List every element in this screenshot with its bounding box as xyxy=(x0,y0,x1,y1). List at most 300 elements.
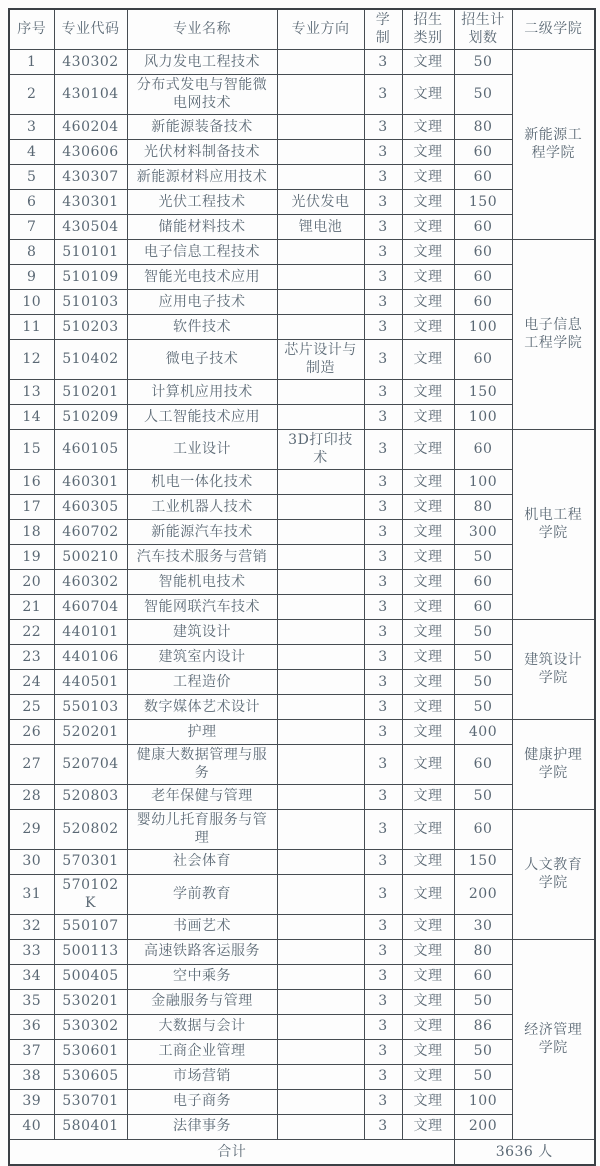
years-cell: 3 xyxy=(364,339,402,379)
years-cell: 3 xyxy=(364,404,402,429)
table-row xyxy=(9,1014,595,1039)
row-number-cell: 8 xyxy=(9,239,54,264)
years-cell: 3 xyxy=(364,594,402,619)
plan-count-cell: 300 xyxy=(454,519,512,544)
category-cell: 文理 xyxy=(402,719,454,744)
major-name-cell: 高速铁路客运服务 xyxy=(127,939,277,964)
years-cell: 3 xyxy=(364,469,402,494)
row-number-cell: 38 xyxy=(9,1064,54,1089)
col-header-code: 专业代码 xyxy=(54,9,127,49)
major-code-cell: 460305 xyxy=(54,494,127,519)
major-name-cell: 光伏材料制备技术 xyxy=(127,139,277,164)
category-cell: 文理 xyxy=(402,339,454,379)
table-row xyxy=(9,1114,595,1139)
table-row xyxy=(9,744,595,784)
table-row xyxy=(9,314,595,339)
row-number-cell: 35 xyxy=(9,989,54,1014)
plan-count-cell: 60 xyxy=(454,964,512,989)
years-cell: 3 xyxy=(364,544,402,569)
plan-count-cell: 50 xyxy=(454,544,512,569)
category-cell: 文理 xyxy=(402,849,454,874)
major-code-cell: 510109 xyxy=(54,264,127,289)
table-row xyxy=(9,914,595,939)
table-row xyxy=(9,469,595,494)
direction-cell xyxy=(277,1039,364,1064)
major-name-cell: 计算机应用技术 xyxy=(127,379,277,404)
major-code-cell: 500405 xyxy=(54,964,127,989)
major-code-cell: 500113 xyxy=(54,939,127,964)
direction-cell xyxy=(277,644,364,669)
category-cell: 文理 xyxy=(402,809,454,849)
major-code-cell: 510101 xyxy=(54,239,127,264)
col-header-plan-count: 招生计划数 xyxy=(454,9,512,49)
table-row xyxy=(9,644,595,669)
years-cell: 3 xyxy=(364,1114,402,1139)
plan-count-cell: 80 xyxy=(454,114,512,139)
major-code-cell: 530201 xyxy=(54,989,127,1014)
table-body xyxy=(9,49,595,1139)
row-number-cell: 26 xyxy=(9,719,54,744)
plan-count-cell: 30 xyxy=(454,914,512,939)
major-name-cell: 新能源汽车技术 xyxy=(127,519,277,544)
plan-count-cell: 400 xyxy=(454,719,512,744)
direction-cell xyxy=(277,1064,364,1089)
plan-count-cell: 60 xyxy=(454,239,512,264)
major-code-cell: 430504 xyxy=(54,214,127,239)
major-code-cell: 510209 xyxy=(54,404,127,429)
major-name-cell: 机电一体化技术 xyxy=(127,469,277,494)
plan-count-cell: 80 xyxy=(454,939,512,964)
category-cell: 文理 xyxy=(402,379,454,404)
table-row xyxy=(9,379,595,404)
plan-count-cell: 150 xyxy=(454,379,512,404)
table-row xyxy=(9,544,595,569)
major-name-cell: 工商企业管理 xyxy=(127,1039,277,1064)
direction-cell xyxy=(277,74,364,114)
table-row xyxy=(9,939,595,964)
category-cell: 文理 xyxy=(402,594,454,619)
table-row xyxy=(9,719,595,744)
major-name-cell: 分布式发电与智能微电网技术 xyxy=(127,74,277,114)
plan-count-cell: 50 xyxy=(454,74,512,114)
years-cell: 3 xyxy=(364,569,402,594)
major-code-cell: 530605 xyxy=(54,1064,127,1089)
table-row xyxy=(9,784,595,809)
category-cell: 文理 xyxy=(402,619,454,644)
col-header-category: 招生类别 xyxy=(402,9,454,49)
table-row xyxy=(9,339,595,379)
years-cell: 3 xyxy=(364,264,402,289)
direction-cell: 3D打印技术 xyxy=(277,429,364,469)
direction-cell xyxy=(277,1089,364,1114)
row-number-cell: 40 xyxy=(9,1114,54,1139)
years-cell: 3 xyxy=(364,809,402,849)
years-cell: 3 xyxy=(364,619,402,644)
years-cell: 3 xyxy=(364,644,402,669)
table-row xyxy=(9,809,595,849)
category-cell: 文理 xyxy=(402,784,454,809)
plan-count-cell: 50 xyxy=(454,669,512,694)
row-number-cell: 4 xyxy=(9,139,54,164)
major-name-cell: 护理 xyxy=(127,719,277,744)
major-code-cell: 580401 xyxy=(54,1114,127,1139)
direction-cell xyxy=(277,669,364,694)
plan-count-cell: 100 xyxy=(454,469,512,494)
table-row xyxy=(9,189,595,214)
row-number-cell: 25 xyxy=(9,694,54,719)
table-row xyxy=(9,519,595,544)
table-row xyxy=(9,989,595,1014)
table-row xyxy=(9,239,595,264)
major-name-cell: 微电子技术 xyxy=(127,339,277,379)
category-cell: 文理 xyxy=(402,114,454,139)
table-row xyxy=(9,74,595,114)
direction-cell xyxy=(277,619,364,644)
direction-cell xyxy=(277,849,364,874)
plan-count-cell: 60 xyxy=(454,214,512,239)
col-header-serial: 序号 xyxy=(9,9,54,49)
direction-cell xyxy=(277,114,364,139)
years-cell: 3 xyxy=(364,914,402,939)
row-number-cell: 20 xyxy=(9,569,54,594)
row-number-cell: 28 xyxy=(9,784,54,809)
major-code-cell: 520802 xyxy=(54,809,127,849)
major-code-cell: 460702 xyxy=(54,519,127,544)
major-name-cell: 市场营销 xyxy=(127,1064,277,1089)
major-name-cell: 电子信息工程技术 xyxy=(127,239,277,264)
table-row xyxy=(9,1089,595,1114)
major-name-cell: 法律事务 xyxy=(127,1114,277,1139)
category-cell: 文理 xyxy=(402,964,454,989)
plan-count-cell: 80 xyxy=(454,494,512,519)
major-name-cell: 工业设计 xyxy=(127,429,277,469)
plan-count-cell: 50 xyxy=(454,644,512,669)
years-cell: 3 xyxy=(364,784,402,809)
years-cell: 3 xyxy=(364,519,402,544)
category-cell: 文理 xyxy=(402,239,454,264)
table-header xyxy=(9,9,595,49)
plan-count-cell: 50 xyxy=(454,1039,512,1064)
plan-count-cell: 60 xyxy=(454,809,512,849)
category-cell: 文理 xyxy=(402,74,454,114)
major-code-cell: 530601 xyxy=(54,1039,127,1064)
college-cell: 经济管理学院 xyxy=(512,939,595,1139)
major-code-cell: 510103 xyxy=(54,289,127,314)
row-number-cell: 5 xyxy=(9,164,54,189)
plan-count-cell: 150 xyxy=(454,189,512,214)
table-row xyxy=(9,619,595,644)
plan-count-cell: 200 xyxy=(454,874,512,914)
category-cell: 文理 xyxy=(402,469,454,494)
major-code-cell: 510201 xyxy=(54,379,127,404)
plan-count-cell: 50 xyxy=(454,49,512,74)
major-code-cell: 460704 xyxy=(54,594,127,619)
years-cell: 3 xyxy=(364,939,402,964)
category-cell: 文理 xyxy=(402,669,454,694)
category-cell: 文理 xyxy=(402,694,454,719)
col-header-college: 二级学院 xyxy=(512,9,595,49)
major-name-cell: 电子商务 xyxy=(127,1089,277,1114)
row-number-cell: 39 xyxy=(9,1089,54,1114)
table-row xyxy=(9,114,595,139)
years-cell: 3 xyxy=(364,164,402,189)
category-cell: 文理 xyxy=(402,744,454,784)
major-code-cell: 500210 xyxy=(54,544,127,569)
category-cell: 文理 xyxy=(402,264,454,289)
major-code-cell: 550103 xyxy=(54,694,127,719)
row-number-cell: 23 xyxy=(9,644,54,669)
col-header-major: 专业名称 xyxy=(127,9,277,49)
table-row xyxy=(9,964,595,989)
row-number-cell: 1 xyxy=(9,49,54,74)
years-cell: 3 xyxy=(364,379,402,404)
major-name-cell: 智能光电技术应用 xyxy=(127,264,277,289)
direction-cell xyxy=(277,989,364,1014)
row-number-cell: 29 xyxy=(9,809,54,849)
row-number-cell: 31 xyxy=(9,874,54,914)
college-cell: 人文教育学院 xyxy=(512,809,595,939)
major-name-cell: 建筑室内设计 xyxy=(127,644,277,669)
table-row xyxy=(9,669,595,694)
years-cell: 3 xyxy=(364,744,402,784)
years-cell: 3 xyxy=(364,49,402,74)
row-number-cell: 14 xyxy=(9,404,54,429)
direction-cell xyxy=(277,469,364,494)
category-cell: 文理 xyxy=(402,874,454,914)
row-number-cell: 11 xyxy=(9,314,54,339)
table-row xyxy=(9,874,595,914)
major-name-cell: 婴幼儿托育服务与管理 xyxy=(127,809,277,849)
category-cell: 文理 xyxy=(402,544,454,569)
major-name-cell: 应用电子技术 xyxy=(127,289,277,314)
row-number-cell: 37 xyxy=(9,1039,54,1064)
years-cell: 3 xyxy=(364,694,402,719)
direction-cell xyxy=(277,264,364,289)
category-cell: 文理 xyxy=(402,289,454,314)
direction-cell xyxy=(277,874,364,914)
college-cell: 新能源工程学院 xyxy=(512,49,595,239)
direction-cell xyxy=(277,569,364,594)
table-row xyxy=(9,404,595,429)
total-value-cell: 3636 人 xyxy=(454,1139,595,1165)
col-header-years: 学制 xyxy=(364,9,402,49)
direction-cell xyxy=(277,939,364,964)
years-cell: 3 xyxy=(364,849,402,874)
category-cell: 文理 xyxy=(402,519,454,544)
row-number-cell: 9 xyxy=(9,264,54,289)
direction-cell xyxy=(277,594,364,619)
row-number-cell: 34 xyxy=(9,964,54,989)
major-name-cell: 智能网联汽车技术 xyxy=(127,594,277,619)
col-header-direction: 专业方向 xyxy=(277,9,364,49)
direction-cell: 芯片设计与制造 xyxy=(277,339,364,379)
major-code-cell: 510402 xyxy=(54,339,127,379)
category-cell: 文理 xyxy=(402,1064,454,1089)
college-cell: 机电工程学院 xyxy=(512,429,595,619)
row-number-cell: 7 xyxy=(9,214,54,239)
major-code-cell: 570102K xyxy=(54,874,127,914)
table-row xyxy=(9,849,595,874)
plan-count-cell: 100 xyxy=(454,1089,512,1114)
plan-count-cell: 200 xyxy=(454,1114,512,1139)
row-number-cell: 24 xyxy=(9,669,54,694)
plan-count-cell: 60 xyxy=(454,429,512,469)
years-cell: 3 xyxy=(364,1014,402,1039)
direction-cell xyxy=(277,744,364,784)
direction-cell xyxy=(277,404,364,429)
direction-cell xyxy=(277,914,364,939)
major-name-cell: 老年保健与管理 xyxy=(127,784,277,809)
direction-cell xyxy=(277,1114,364,1139)
row-number-cell: 30 xyxy=(9,849,54,874)
major-code-cell: 520704 xyxy=(54,744,127,784)
category-cell: 文理 xyxy=(402,989,454,1014)
category-cell: 文理 xyxy=(402,314,454,339)
years-cell: 3 xyxy=(364,964,402,989)
table-row xyxy=(9,139,595,164)
table-row xyxy=(9,494,595,519)
major-code-cell: 530701 xyxy=(54,1089,127,1114)
category-cell: 文理 xyxy=(402,939,454,964)
category-cell: 文理 xyxy=(402,49,454,74)
row-number-cell: 6 xyxy=(9,189,54,214)
direction-cell: 光伏发电 xyxy=(277,189,364,214)
major-code-cell: 430302 xyxy=(54,49,127,74)
years-cell: 3 xyxy=(364,719,402,744)
plan-count-cell: 60 xyxy=(454,339,512,379)
direction-cell xyxy=(277,314,364,339)
college-cell: 电子信息工程学院 xyxy=(512,239,595,429)
admissions-plan-table xyxy=(8,8,596,1166)
years-cell: 3 xyxy=(364,289,402,314)
years-cell: 3 xyxy=(364,429,402,469)
direction-cell xyxy=(277,494,364,519)
years-cell: 3 xyxy=(364,114,402,139)
major-code-cell: 510203 xyxy=(54,314,127,339)
direction-cell xyxy=(277,784,364,809)
table-row xyxy=(9,429,595,469)
direction-cell xyxy=(277,164,364,189)
row-number-cell: 22 xyxy=(9,619,54,644)
direction-cell xyxy=(277,719,364,744)
plan-count-cell: 50 xyxy=(454,694,512,719)
row-number-cell: 17 xyxy=(9,494,54,519)
plan-count-cell: 86 xyxy=(454,1014,512,1039)
major-name-cell: 工程造价 xyxy=(127,669,277,694)
row-number-cell: 12 xyxy=(9,339,54,379)
plan-count-cell: 60 xyxy=(454,264,512,289)
header-row xyxy=(9,9,595,49)
table-row xyxy=(9,264,595,289)
years-cell: 3 xyxy=(364,494,402,519)
major-code-cell: 570301 xyxy=(54,849,127,874)
category-cell: 文理 xyxy=(402,1089,454,1114)
direction-cell: 锂电池 xyxy=(277,214,364,239)
years-cell: 3 xyxy=(364,239,402,264)
major-name-cell: 人工智能技术应用 xyxy=(127,404,277,429)
major-code-cell: 430606 xyxy=(54,139,127,164)
plan-count-cell: 100 xyxy=(454,314,512,339)
years-cell: 3 xyxy=(364,139,402,164)
major-name-cell: 建筑设计 xyxy=(127,619,277,644)
row-number-cell: 33 xyxy=(9,939,54,964)
major-name-cell: 智能机电技术 xyxy=(127,569,277,594)
major-code-cell: 440501 xyxy=(54,669,127,694)
college-cell: 健康护理学院 xyxy=(512,719,595,809)
category-cell: 文理 xyxy=(402,214,454,239)
direction-cell xyxy=(277,379,364,404)
category-cell: 文理 xyxy=(402,644,454,669)
direction-cell xyxy=(277,1014,364,1039)
plan-count-cell: 60 xyxy=(454,594,512,619)
table-footer xyxy=(9,1139,595,1165)
major-code-cell: 430307 xyxy=(54,164,127,189)
major-name-cell: 健康大数据管理与服务 xyxy=(127,744,277,784)
direction-cell xyxy=(277,519,364,544)
years-cell: 3 xyxy=(364,874,402,914)
plan-count-cell: 60 xyxy=(454,744,512,784)
major-code-cell: 460302 xyxy=(54,569,127,594)
plan-count-cell: 50 xyxy=(454,619,512,644)
row-number-cell: 32 xyxy=(9,914,54,939)
major-name-cell: 金融服务与管理 xyxy=(127,989,277,1014)
row-number-cell: 3 xyxy=(9,114,54,139)
plan-count-cell: 100 xyxy=(454,404,512,429)
major-name-cell: 储能材料技术 xyxy=(127,214,277,239)
total-label-cell: 合计 xyxy=(9,1139,454,1165)
major-name-cell: 汽车技术服务与营销 xyxy=(127,544,277,569)
years-cell: 3 xyxy=(364,74,402,114)
major-name-cell: 工业机器人技术 xyxy=(127,494,277,519)
major-name-cell: 软件技术 xyxy=(127,314,277,339)
major-name-cell: 数字媒体艺术设计 xyxy=(127,694,277,719)
table-row xyxy=(9,569,595,594)
college-cell: 建筑设计学院 xyxy=(512,619,595,719)
years-cell: 3 xyxy=(364,1064,402,1089)
plan-count-cell: 50 xyxy=(454,1064,512,1089)
major-code-cell: 520201 xyxy=(54,719,127,744)
row-number-cell: 10 xyxy=(9,289,54,314)
row-number-cell: 27 xyxy=(9,744,54,784)
direction-cell xyxy=(277,809,364,849)
category-cell: 文理 xyxy=(402,494,454,519)
category-cell: 文理 xyxy=(402,569,454,594)
years-cell: 3 xyxy=(364,214,402,239)
plan-count-cell: 50 xyxy=(454,784,512,809)
major-code-cell: 430104 xyxy=(54,74,127,114)
direction-cell xyxy=(277,139,364,164)
major-code-cell: 430301 xyxy=(54,189,127,214)
major-name-cell: 书画艺术 xyxy=(127,914,277,939)
category-cell: 文理 xyxy=(402,164,454,189)
direction-cell xyxy=(277,544,364,569)
category-cell: 文理 xyxy=(402,1039,454,1064)
row-number-cell: 2 xyxy=(9,74,54,114)
table-row xyxy=(9,164,595,189)
major-name-cell: 新能源材料应用技术 xyxy=(127,164,277,189)
major-code-cell: 530302 xyxy=(54,1014,127,1039)
table-row xyxy=(9,1064,595,1089)
major-name-cell: 风力发电工程技术 xyxy=(127,49,277,74)
major-name-cell: 光伏工程技术 xyxy=(127,189,277,214)
major-code-cell: 440101 xyxy=(54,619,127,644)
plan-count-cell: 50 xyxy=(454,989,512,1014)
major-code-cell: 550107 xyxy=(54,914,127,939)
major-code-cell: 460301 xyxy=(54,469,127,494)
direction-cell xyxy=(277,289,364,314)
major-name-cell: 空中乘务 xyxy=(127,964,277,989)
direction-cell xyxy=(277,694,364,719)
